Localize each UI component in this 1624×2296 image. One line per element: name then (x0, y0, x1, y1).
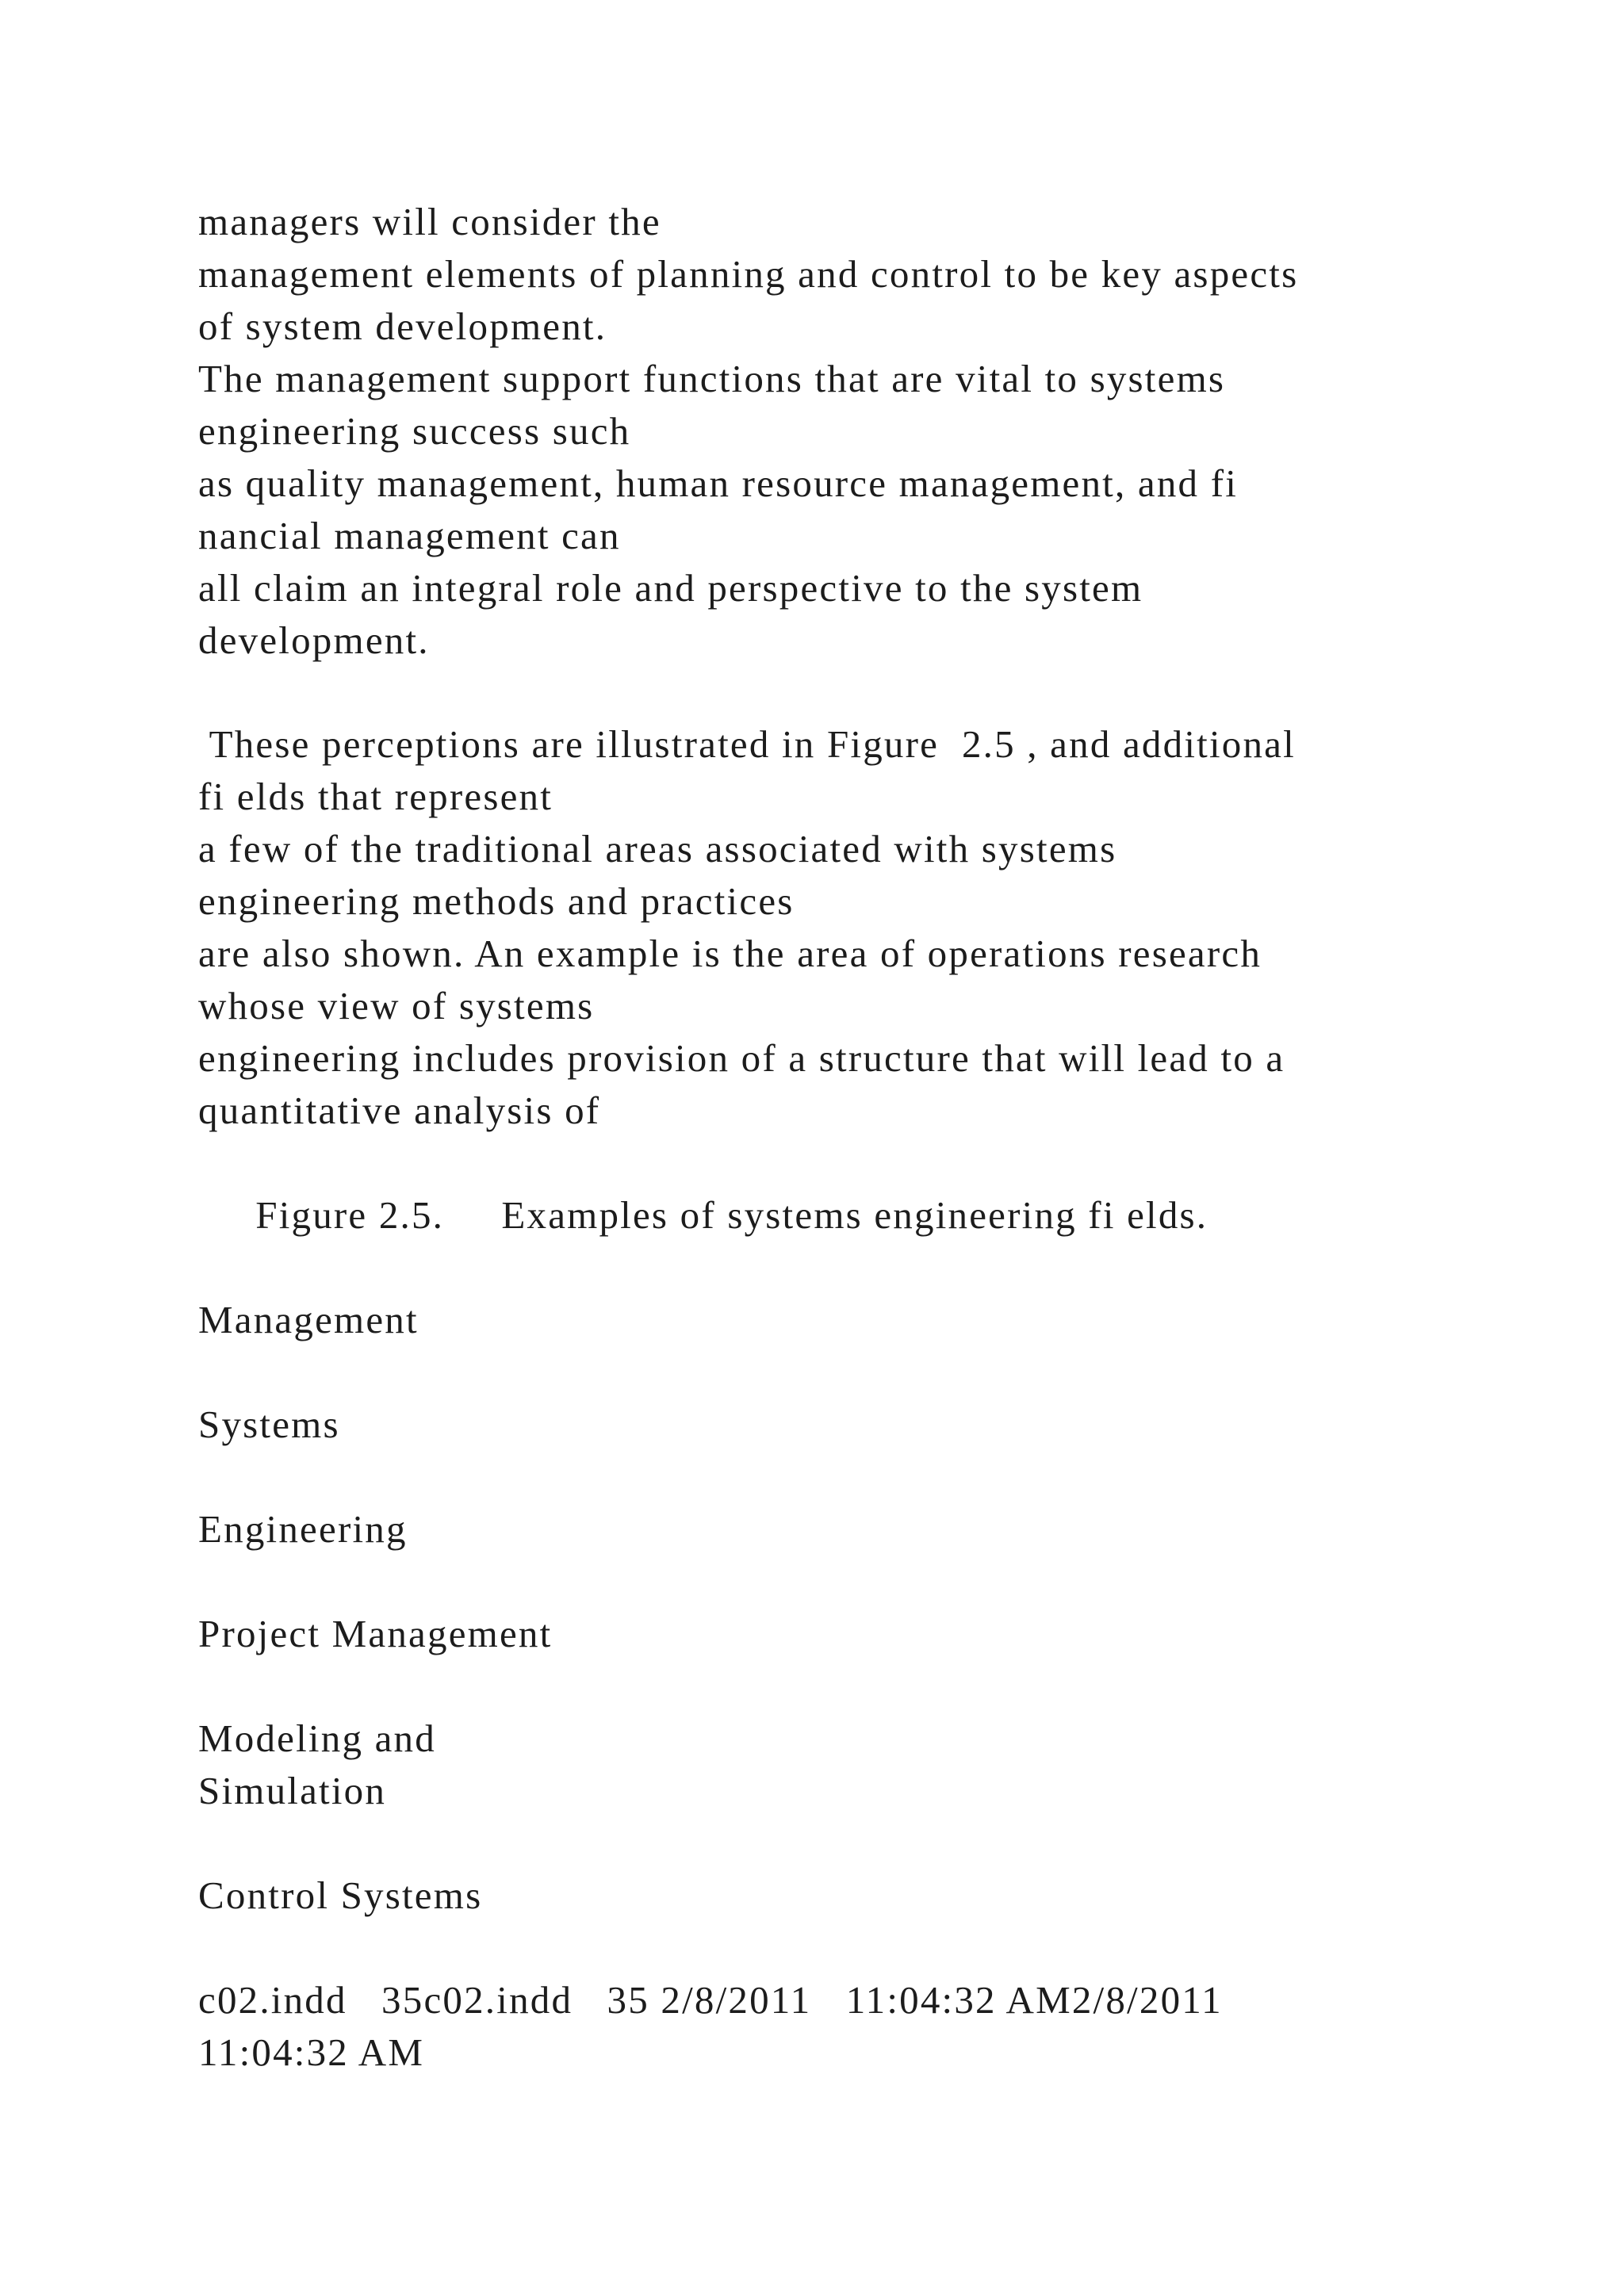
text-line: fi elds that represent (198, 775, 553, 818)
text-line: The management support functions that are vital to systems (198, 357, 1226, 400)
text-line: quantitative analysis of (198, 1089, 601, 1132)
figure-label: Systems (198, 1402, 340, 1446)
text-line: a few of the traditional areas associated with systems (198, 827, 1117, 871)
text-line: development. (198, 618, 430, 662)
figure-label: Control Systems (198, 1873, 483, 1917)
text-line: as quality management, human resource management, and fi (198, 461, 1239, 505)
print-footer: c02.indd 35c02.indd 35 2/8/2011 11:04:32 AM2/8/2011 (198, 1978, 1223, 2022)
text-line: whose view of systems (198, 984, 595, 1027)
text-line: managers will consider the (198, 200, 661, 243)
figure-label: Modeling and (198, 1716, 436, 1760)
text-line: all claim an integral role and perspective to the system (198, 566, 1143, 610)
figure-label: Management (198, 1298, 419, 1341)
figure-label: Simulation (198, 1769, 387, 1812)
text-line: engineering success such (198, 409, 631, 453)
figure-label: Engineering (198, 1507, 408, 1551)
text-line: These perceptions are illustrated in Figure 2.5 , and additional (198, 722, 1296, 766)
figure-caption: Figure 2.5. Examples of systems engineering fi elds. (198, 1193, 1208, 1237)
text-line: are also shown. An example is the area of operations research (198, 932, 1262, 975)
text-line: management elements of planning and control to be key aspects (198, 252, 1299, 296)
text-line: engineering includes provision of a structure that will lead to a (198, 1036, 1285, 1080)
text-line: engineering methods and practices (198, 879, 795, 923)
figure-label: Project Management (198, 1612, 553, 1655)
text-line: of system development. (198, 304, 607, 348)
print-footer: 11:04:32 AM (198, 2030, 425, 2074)
text-line: nancial management can (198, 514, 621, 557)
